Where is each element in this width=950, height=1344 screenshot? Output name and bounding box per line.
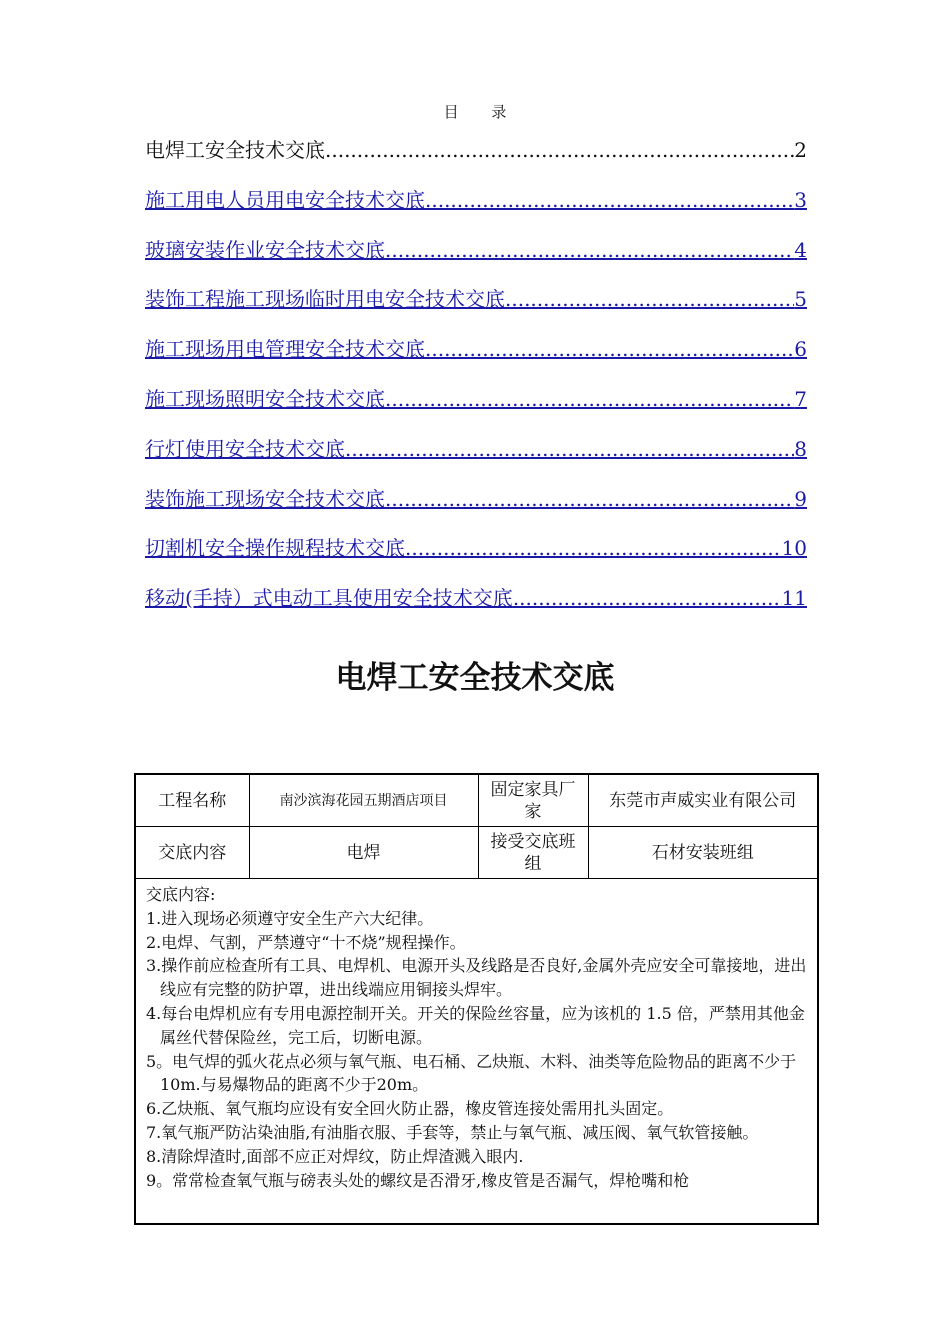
toc-entry-title: 行灯使用安全技术交底 [145, 436, 345, 461]
toc-entry-link[interactable] [145, 232, 807, 282]
briefing-content-cell [135, 879, 818, 1225]
toc-entry-page: 2 [794, 138, 807, 162]
toc-entry-page: 7 [794, 386, 807, 411]
table-row [135, 879, 818, 1225]
toc-entry[interactable] [145, 132, 807, 182]
project-name-label: 工程名称 [135, 774, 249, 827]
toc-entry-title: 装饰施工现场安全技术交底 [145, 486, 385, 511]
vendor-label: 固定家具厂家 [478, 774, 588, 827]
toc-entry-title: 切割机安全操作规程技术交底 [145, 536, 405, 561]
briefing-item: 1.进入现场必须遵守安全生产六大纪律。 [146, 908, 434, 928]
toc-entry-link[interactable] [145, 431, 807, 481]
briefing-item: 3.操作前应检查所有工具、电焊机、电源开头及线路是否良好,金属外壳应安全可靠接地，进出线应有完整的防护罩，进出线端应用铜接头焊牢。 [146, 956, 807, 1000]
toc-entry-title: 施工现场用电管理安全技术交底 [145, 337, 425, 362]
toc-entry-link[interactable] [145, 182, 807, 232]
toc-leader-dots [325, 132, 794, 168]
toc-entry-page: 6 [794, 337, 807, 362]
toc-leader-dots [385, 481, 794, 517]
toc-entry-page: 10 [781, 536, 807, 561]
toc-leader-dots [385, 232, 794, 268]
briefing-item: 8.清除焊渣时,面部不应正对焊纹，防止焊渣溅入眼内. [146, 1146, 524, 1166]
table-of-contents [145, 132, 807, 630]
toc-leader-dots [505, 281, 794, 317]
toc-entry-page: 4 [794, 237, 807, 262]
toc-entry-page: 9 [794, 486, 807, 511]
toc-entry-page: 3 [794, 187, 807, 212]
table-row [135, 774, 818, 827]
toc-heading: 目 录 [443, 103, 521, 121]
toc-entry-link[interactable] [145, 530, 807, 580]
toc-entry-title: 施工用电人员用电安全技术交底 [145, 187, 425, 212]
briefing-item: 7.氧气瓶严防沾染油脂,有油脂衣服、手套等，禁止与氧气瓶、减压阀、氧气软管接触。 [146, 1122, 759, 1142]
toc-entry-page: 5 [794, 287, 807, 312]
briefing-table [134, 773, 819, 1225]
briefing-item: 5。电气焊的弧火花点必须与氧气瓶、电石桶、乙炔瓶、木料、油类等危险物品的距离不少于10m.与易爆物品的距离不少于20m。 [146, 1051, 797, 1095]
briefing-item: 9。常常检查氧气瓶与磅表头处的螺纹是否滑牙,橡皮管是否漏气，焊枪嘴和枪 [146, 1170, 690, 1190]
toc-leader-dots [345, 431, 794, 467]
toc-entry-link[interactable] [145, 281, 807, 331]
toc-entry-title: 电焊工安全技术交底 [145, 138, 325, 162]
toc-entry-title: 装饰工程施工现场临时用电安全技术交底 [145, 287, 505, 312]
toc-entry-page: 8 [794, 436, 807, 461]
briefing-item: 6.乙炔瓶、氧气瓶均应设有安全回火防止器，橡皮管连接处需用扎头固定。 [146, 1099, 674, 1119]
briefing-item: 4.每台电焊机应有专用电源控制开关。开关的保险丝容量，应为该机的 1.5 倍，严禁用其他金属丝代替保险丝，完工后，切断电源。 [146, 1003, 805, 1047]
toc-leader-dots [425, 182, 794, 218]
toc-entry-link[interactable] [145, 580, 807, 630]
receiving-team-label: 接受交底班组 [478, 827, 588, 879]
toc-leader-dots [405, 530, 782, 566]
content-heading: 交底内容: [146, 885, 216, 904]
toc-leader-dots [425, 331, 794, 367]
toc-leader-dots [513, 580, 782, 616]
project-name-value: 南沙滨海花园五期酒店项目 [249, 774, 478, 827]
toc-entry-title: 移动(手持）式电动工具使用安全技术交底 [145, 586, 513, 611]
toc-entry-link[interactable] [145, 381, 807, 431]
content-label: 交底内容 [135, 827, 249, 879]
toc-entry-title: 施工现场照明安全技术交底 [145, 386, 385, 411]
table-row [135, 827, 818, 879]
document-title: 电焊工安全技术交底 [335, 660, 615, 696]
toc-entry-title: 玻璃安装作业安全技术交底 [145, 237, 385, 262]
toc-entry-link[interactable] [145, 331, 807, 381]
receiving-team-value: 石材安装班组 [588, 827, 818, 879]
toc-leader-dots [385, 381, 794, 417]
toc-entry-link[interactable] [145, 481, 807, 531]
vendor-value: 东莞市声威实业有限公司 [588, 774, 818, 827]
toc-entry-page: 11 [781, 586, 807, 611]
briefing-item: 2.电焊、气割，严禁遵守“十不烧”规程操作。 [146, 932, 466, 952]
content-value: 电焊 [249, 827, 478, 879]
